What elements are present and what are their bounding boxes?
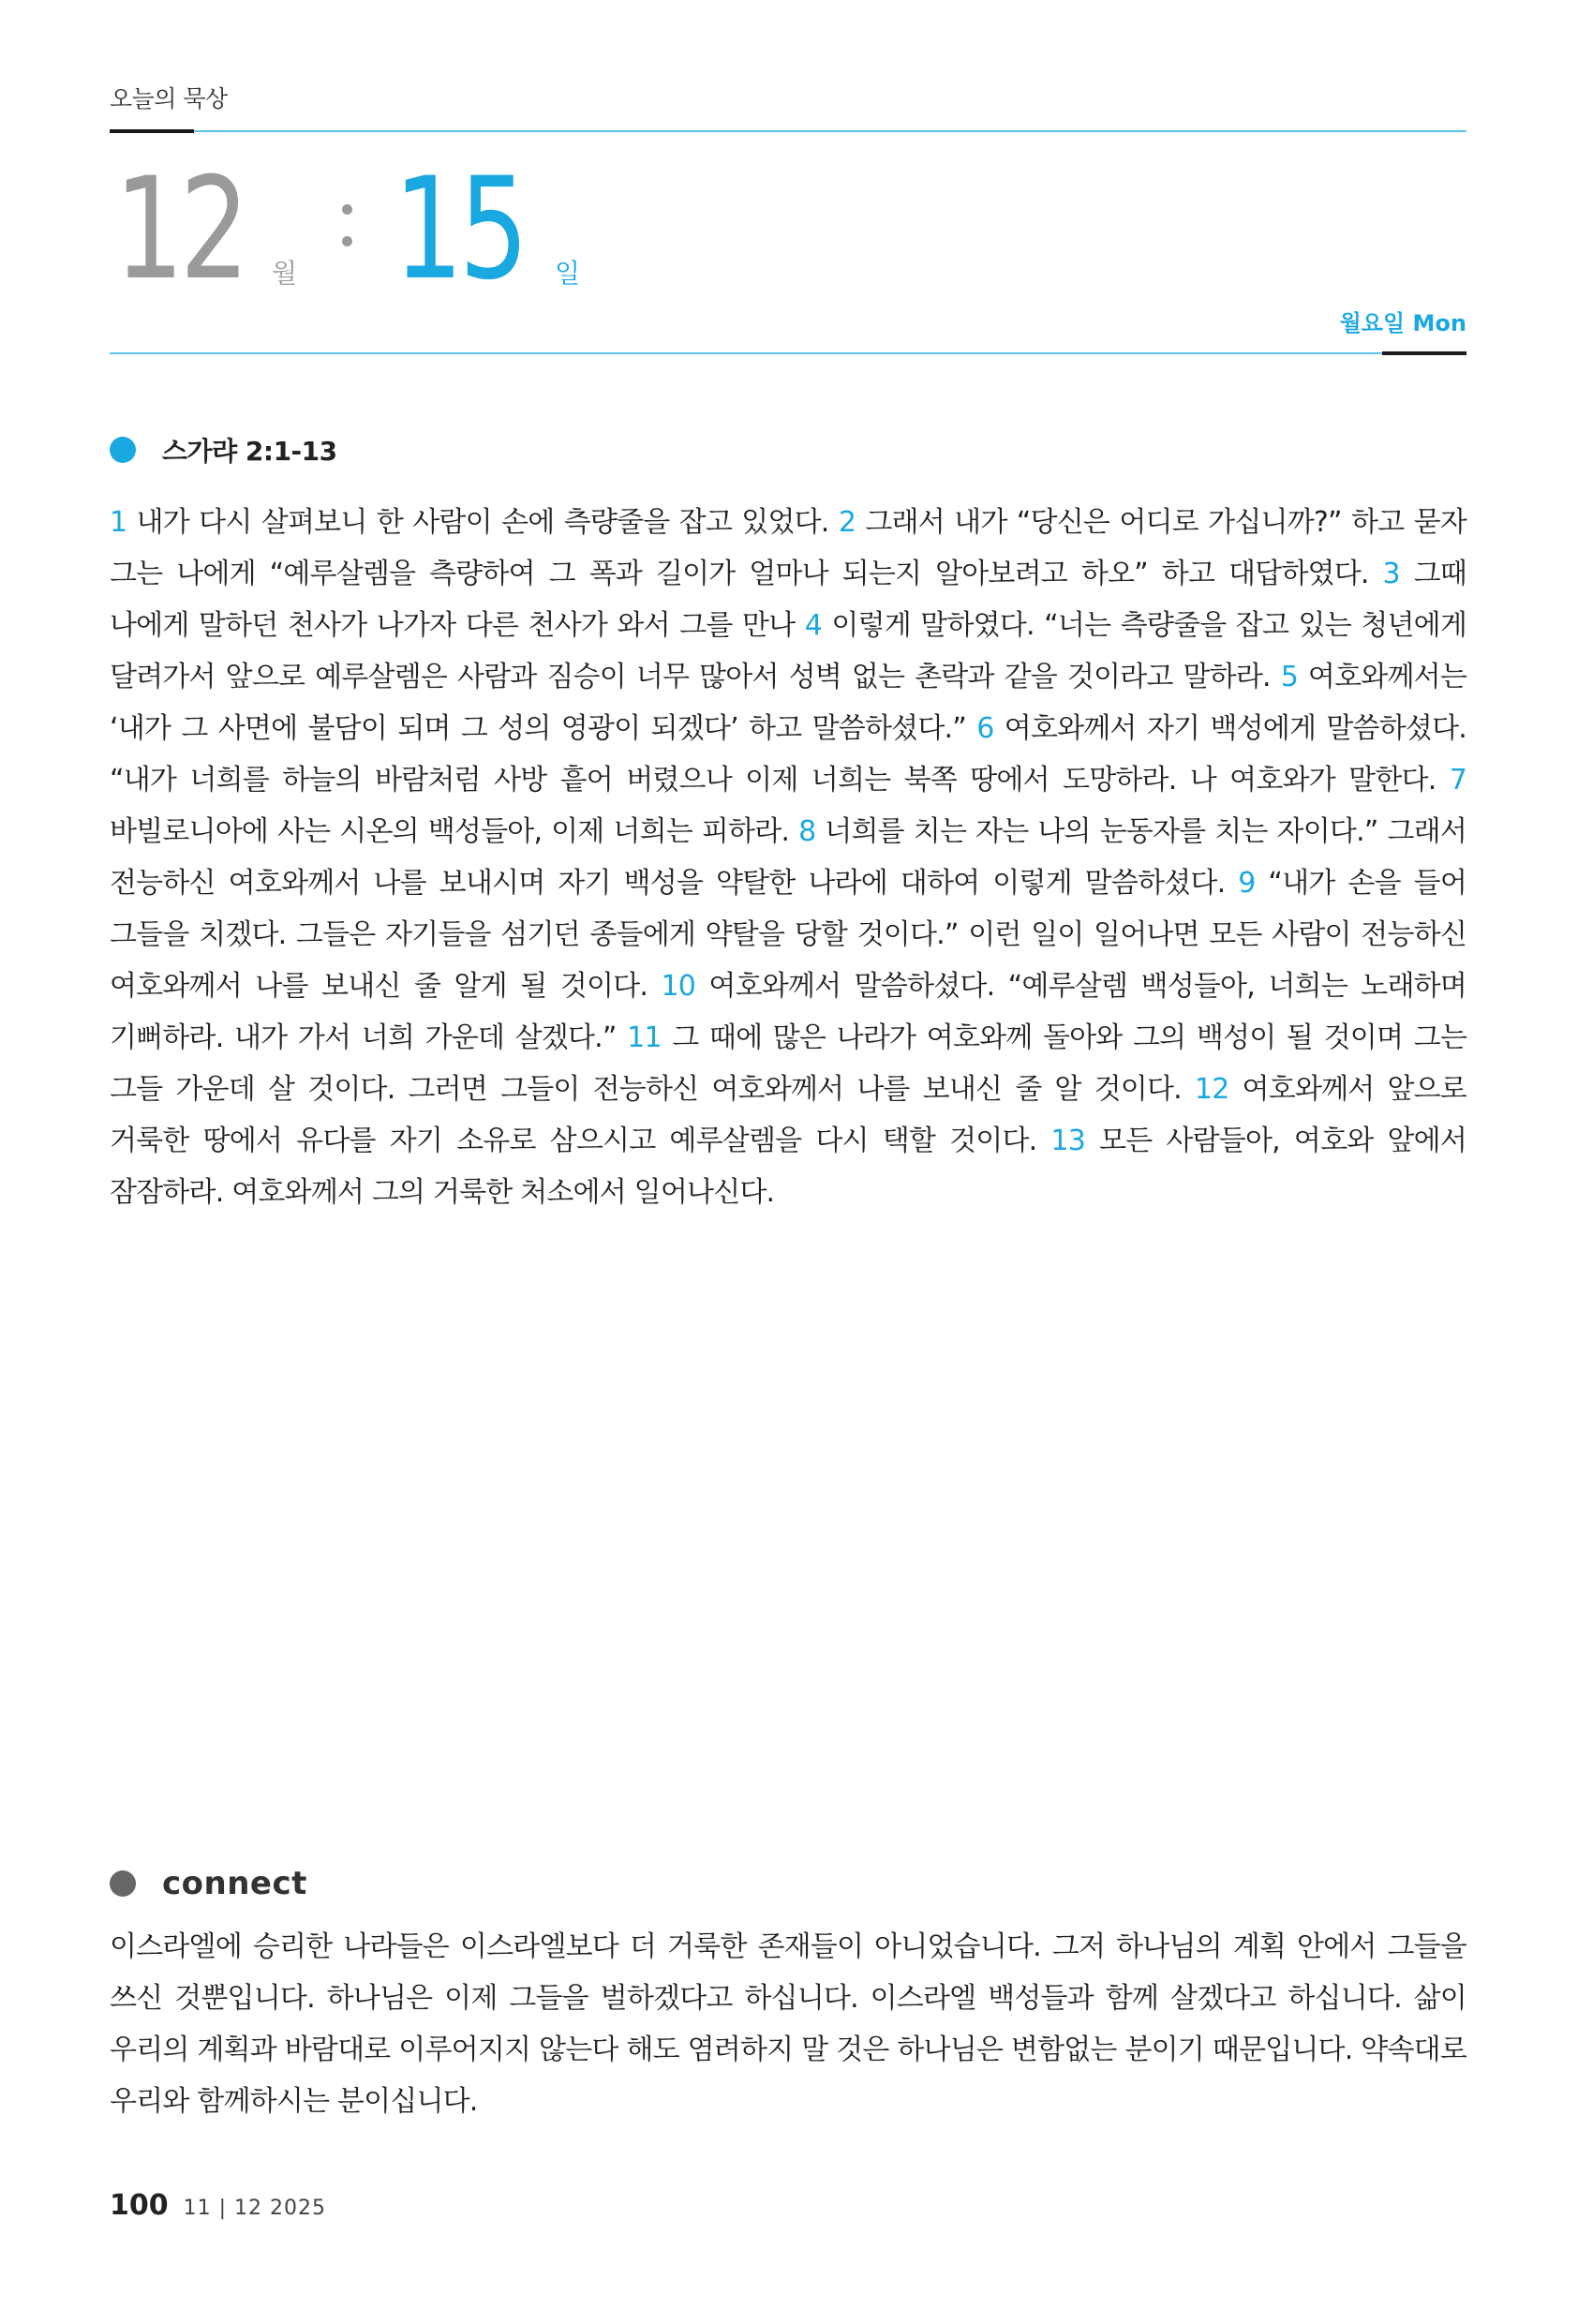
verse-number: 4 (804, 609, 822, 642)
verse-text: 그래서 내가 “당신은 어디로 가십니까?” 하고 묻자 그는 나에게 “예루살렘을 측량하여 그 폭과 길이가 얼마나 되는지 알아보려고 하오” 하고 대답하였다. (110, 506, 1466, 590)
verse-number: 6 (976, 712, 994, 745)
verse-text: 여호와께서 말씀하셨다. “예루살렘 백성들아, 너희는 노래하며 기뻐하라. 내가 가서 너희 가운데 살겠다.” (110, 970, 1466, 1054)
verse-text: 내가 다시 살펴보니 한 사람이 손에 측량줄을 잡고 있었다. (127, 506, 839, 539)
verse-number: 11 (627, 1021, 662, 1054)
header-divider-accent (1382, 351, 1466, 355)
verse-text: 여호와께서 자기 백성에게 말씀하셨다. “내가 너희를 하늘의 바람처럼 사방 흩어 버렸으나 이제 너희는 북쪽 땅에서 도망하라. 나 여호와가 말한다. (110, 712, 1466, 797)
verse-number: 2 (838, 506, 856, 539)
verse-text: 모든 사람들아, 여호와 앞에서 잠잠하라. 여호와께서 그의 거룩한 처소에서 일어나신다. (110, 1125, 1467, 1209)
verse-text: 그 때에 많은 나라가 여호와께 돌아와 그의 백성이 될 것이며 그는 그들 가운데 살 것이다. 그러면 그들이 전능하신 여호와께서 나를 보내신 줄 알 것이다. (110, 1021, 1467, 1106)
verse-number: 12 (1194, 1073, 1229, 1106)
verse-number: 9 (1238, 867, 1256, 900)
connect-heading (110, 1865, 307, 1902)
bullet-dot-icon (110, 1870, 136, 1897)
header-divider (110, 352, 1466, 354)
connect-title: connect (162, 1865, 307, 1902)
month-unit: 월 (272, 258, 298, 289)
page-footer (110, 2189, 326, 2222)
scripture-heading (110, 431, 337, 469)
verse-number: 8 (798, 815, 816, 848)
verse-text: 바빌로니아에 사는 시온의 백성들아, 이제 너희는 피하라. (110, 815, 799, 848)
scripture-reference: 스가랴 2:1-13 (162, 436, 337, 467)
verse-text: “내가 손을 들어 그들을 치겠다. 그들은 자기들을 섬기던 종들에게 약탈을 당할 것이다.” 이런 일이 일어나면 모든 사람이 전능하신 여호와께서 나를 보내신 줄 알게 될 것이다. (110, 867, 1466, 1003)
date-separator (342, 197, 351, 253)
verse-text: 여호와께서 앞으로 거룩한 땅에서 유다를 자기 소유로 삼으시고 예루살렘을 다시 택할 것이다. (110, 1073, 1466, 1157)
issue-label: 11 | 12 2025 (183, 2197, 326, 2220)
verse-number: 7 (1449, 764, 1466, 797)
verse-text: 너희를 치는 자는 나의 눈동자를 치는 자이다.” 그래서 전능하신 여호와께서 나를 보내시며 자기 백성을 약탈한 나라에 대하여 이렇게 말씀하셨다. (110, 815, 1467, 900)
bullet-dot-icon (110, 437, 136, 463)
verse-text: 이렇게 말하였다. “너는 측량줄을 잡고 있는 청년에게 달려가서 앞으로 예루살렘은 사람과 짐승이 너무 많아서 성벽 없는 촌락과 같을 것이라고 말하라. (110, 609, 1466, 693)
top-divider (110, 130, 1466, 132)
connect-text: 이스라엘에 승리한 나라들은 이스라엘보다 더 거룩한 존재들이 아니었습니다. 그저 하나님의 계획 안에서 그들을 쓰신 것뿐입니다. 하나님은 이제 그들을 벌하겠다고 하십니다. 이스라엘 백성들과 함께 살겠다고 하십니다. 삶이 우리의 계획과 바람대로 이루어지지 않는다 해도 염려하지 말 것은 하나님은 변함없는 분이기 때문입니다. 약속대로 우리와 함께하시는 분이십니다. (110, 1930, 1466, 2118)
page-number: 100 (110, 2189, 169, 2222)
verse-number: 5 (1280, 661, 1298, 693)
top-divider-accent (110, 129, 194, 133)
section-label: 오늘의 묵상 (110, 85, 228, 112)
day-unit: 일 (555, 258, 581, 289)
verse-text: 그때 나에게 말하던 천사가 나가자 다른 천사가 와서 그를 만나 (110, 558, 1466, 642)
verse-number: 1 (110, 506, 127, 539)
month-number: 12 (114, 148, 246, 311)
verse-number: 3 (1382, 558, 1400, 590)
day-number: 15 (394, 148, 525, 311)
weekday-label: 월요일 Mon (1339, 310, 1466, 336)
verse-number: 10 (661, 970, 696, 1003)
scripture-text (110, 497, 1466, 1218)
verse-number: 13 (1050, 1125, 1085, 1157)
verse-text: 여호와께서는 ‘내가 그 사면에 불담이 되며 그 성의 영광이 되겠다’ 하고 말씀하셨다.” (110, 661, 1466, 745)
